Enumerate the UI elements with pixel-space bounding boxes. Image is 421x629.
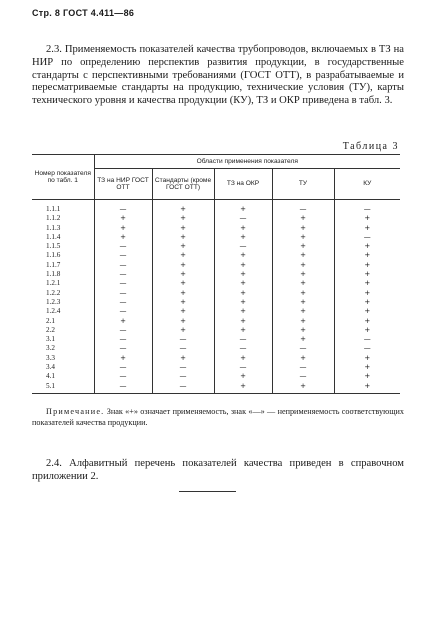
applicability-mark: + [334, 363, 400, 372]
table-row [32, 233, 400, 242]
applicability-mark: + [152, 233, 214, 242]
paragraph-2-4: 2.4. Алфавитный перечень показателей качества приведен в справочном приложении 2. [32, 458, 404, 482]
applicability-mark: + [214, 270, 272, 279]
applicability-mark: + [152, 242, 214, 251]
table-row [32, 335, 400, 344]
applicability-mark: + [334, 354, 400, 363]
applicability-mark: + [272, 298, 334, 307]
applicability-mark: + [152, 251, 214, 260]
table-row [32, 214, 400, 223]
applicability-mark: + [214, 354, 272, 363]
column-header: Стандарты (кроме ГОСТ ОТТ) [152, 169, 214, 200]
column-header: ТУ [272, 169, 334, 200]
applicability-mark: — [94, 242, 152, 251]
applicability-mark: — [94, 372, 152, 381]
applicability-mark: + [272, 242, 334, 251]
applicability-mark: + [272, 251, 334, 260]
table-note [32, 406, 404, 428]
applicability-table [32, 154, 400, 394]
applicability-mark: + [152, 289, 214, 298]
applicability-mark: — [94, 307, 152, 316]
applicability-mark: + [214, 200, 272, 215]
applicability-mark: + [152, 307, 214, 316]
row-number: 1.2.2 [46, 288, 61, 297]
column-header: ТЗ на ОКР [214, 169, 272, 200]
applicability-mark: — [272, 363, 334, 372]
applicability-mark: + [214, 261, 272, 270]
table-row [32, 261, 400, 270]
row-number: 3.4 [46, 363, 55, 372]
row-number: 1.2.3 [46, 297, 61, 306]
applicability-mark: — [94, 298, 152, 307]
applicability-mark: + [334, 372, 400, 381]
applicability-mark: + [272, 326, 334, 335]
applicability-mark: — [94, 251, 152, 260]
applicability-mark: + [214, 224, 272, 233]
table-caption: Таблица 3 [342, 141, 399, 152]
table-row [32, 344, 400, 353]
applicability-mark: + [152, 326, 214, 335]
applicability-mark: — [152, 382, 214, 394]
applicability-mark: — [94, 344, 152, 353]
applicability-mark: + [152, 279, 214, 288]
applicability-mark: + [334, 224, 400, 233]
applicability-mark: + [272, 317, 334, 326]
applicability-mark: + [152, 354, 214, 363]
applicability-mark: + [272, 261, 334, 270]
applicability-mark: — [152, 363, 214, 372]
applicability-mark: — [272, 200, 334, 215]
row-number: 1.1.8 [46, 270, 61, 279]
applicability-mark: — [94, 200, 152, 215]
applicability-mark: + [94, 233, 152, 242]
applicability-mark: + [94, 224, 152, 233]
table-row [32, 317, 400, 326]
applicability-mark: + [152, 261, 214, 270]
applicability-mark: + [94, 317, 152, 326]
applicability-mark: — [214, 363, 272, 372]
table-row [32, 363, 400, 372]
applicability-mark: + [334, 251, 400, 260]
applicability-mark: — [214, 344, 272, 353]
applicability-mark: + [214, 307, 272, 316]
applicability-mark: — [94, 261, 152, 270]
row-number: 1.1.3 [46, 223, 61, 232]
page-header: Стр. 8 ГОСТ 4.411—86 [32, 8, 135, 18]
row-number: 3.3 [46, 353, 55, 362]
applicability-mark: — [214, 335, 272, 344]
table-row [32, 224, 400, 233]
applicability-mark: + [272, 270, 334, 279]
row-number: 1.1.6 [46, 251, 61, 260]
applicability-mark: + [214, 279, 272, 288]
applicability-mark: + [214, 326, 272, 335]
applicability-mark: — [94, 363, 152, 372]
applicability-mark: + [334, 289, 400, 298]
applicability-mark: + [272, 335, 334, 344]
applicability-mark: + [152, 224, 214, 233]
table-row [32, 354, 400, 363]
paragraph-2-3: 2.3. Применяемость показателей качества трубопроводов, включаемых в ТЗ на НИР по определению перспектив развития продукции, в государственные стандарты с перспективными требованиями (ГОСТ ОТТ), в разрабатываемые и пересматриваемые стандарты на продукцию, технические условия (ТУ), карты технического уровня и качества продукции (КУ), ТЗ и ОКР приведена в табл. 3. [32, 44, 404, 107]
table-row [32, 242, 400, 251]
applicability-mark: — [334, 344, 400, 353]
applicability-mark: + [334, 326, 400, 335]
column-header: ТЗ на НИР ГОСТ ОТТ [94, 169, 152, 200]
applicability-mark: + [272, 214, 334, 223]
applicability-mark: + [272, 233, 334, 242]
applicability-mark: — [334, 233, 400, 242]
table-row [32, 298, 400, 307]
table-row [32, 307, 400, 316]
applicability-mark: — [152, 372, 214, 381]
applicability-mark: + [334, 382, 400, 394]
row-number: 1.1.1 [46, 205, 61, 213]
applicability-mark: + [214, 382, 272, 394]
row-number: 3.1 [46, 335, 55, 344]
table-row [32, 251, 400, 260]
row-number: 4.1 [46, 372, 55, 381]
group-header: Области применения показателя [94, 155, 400, 169]
table-row [32, 326, 400, 335]
applicability-mark: — [94, 289, 152, 298]
applicability-mark: — [214, 242, 272, 251]
row-number: 1.1.7 [46, 260, 61, 269]
table-row [32, 372, 400, 381]
applicability-mark: + [272, 289, 334, 298]
row-number-header: Номер показателя по табл. 1 [32, 155, 94, 200]
applicability-mark: + [272, 354, 334, 363]
row-number: 2.2 [46, 325, 55, 334]
table-row [32, 382, 400, 394]
row-number: 2.1 [46, 316, 55, 325]
note-text: Знак «+» означает применяемость, знак «—» — неприменяемость соответствующих показателей качества продукции. [32, 407, 404, 427]
applicability-mark: — [94, 279, 152, 288]
row-number: 1.2.1 [46, 279, 61, 288]
applicability-mark: + [152, 270, 214, 279]
applicability-mark: + [152, 298, 214, 307]
applicability-mark: + [152, 317, 214, 326]
applicability-mark: + [272, 224, 334, 233]
applicability-mark: — [272, 344, 334, 353]
row-number: 5.1 [32, 382, 94, 394]
applicability-mark: — [334, 200, 400, 215]
applicability-mark: + [334, 261, 400, 270]
applicability-mark: + [152, 200, 214, 215]
applicability-mark: + [94, 214, 152, 223]
end-rule [179, 491, 236, 492]
applicability-mark: + [214, 233, 272, 242]
applicability-mark: — [94, 326, 152, 335]
table-row [32, 270, 400, 279]
column-header: КУ [334, 169, 400, 200]
applicability-mark: + [214, 289, 272, 298]
applicability-mark: — [94, 335, 152, 344]
applicability-mark: — [214, 214, 272, 223]
applicability-mark: + [272, 307, 334, 316]
applicability-mark: — [94, 270, 152, 279]
applicability-mark: + [214, 251, 272, 260]
applicability-mark: + [334, 298, 400, 307]
applicability-mark: + [272, 382, 334, 394]
applicability-mark: + [214, 372, 272, 381]
applicability-mark: + [152, 214, 214, 223]
applicability-mark: — [152, 335, 214, 344]
note-label: Примечание. [46, 407, 105, 416]
applicability-mark: + [334, 317, 400, 326]
applicability-mark: + [334, 214, 400, 223]
table-row [32, 289, 400, 298]
applicability-mark: + [334, 242, 400, 251]
table-body [32, 200, 400, 394]
row-number: 1.1.2 [46, 214, 61, 223]
applicability-mark: + [214, 317, 272, 326]
row-number: 1.1.4 [46, 232, 61, 241]
row-number: 1.1.5 [46, 242, 61, 251]
applicability-mark: — [334, 335, 400, 344]
applicability-mark: + [334, 307, 400, 316]
table-row [32, 279, 400, 288]
table-row [32, 200, 400, 215]
applicability-mark: + [94, 354, 152, 363]
applicability-mark: — [94, 382, 152, 394]
applicability-mark: — [152, 344, 214, 353]
applicability-mark: + [334, 279, 400, 288]
applicability-mark: + [214, 298, 272, 307]
applicability-mark: + [334, 270, 400, 279]
row-number: 3.2 [46, 344, 55, 353]
applicability-mark: + [272, 279, 334, 288]
row-number: 1.2.4 [46, 307, 61, 316]
applicability-mark: — [272, 372, 334, 381]
